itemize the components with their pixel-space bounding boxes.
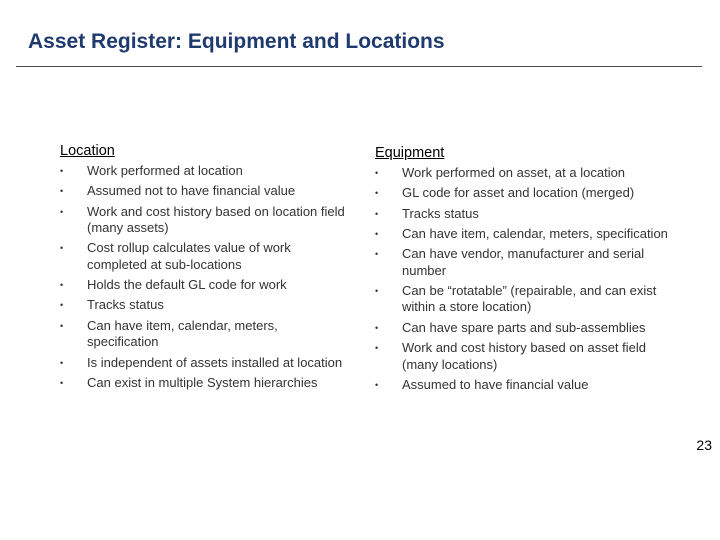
list-item xyxy=(375,377,675,394)
location-list xyxy=(60,163,350,391)
list-item xyxy=(375,185,675,202)
title-divider xyxy=(16,66,702,67)
list-item xyxy=(375,206,675,223)
list-item xyxy=(60,183,350,200)
list-item xyxy=(60,204,350,237)
bullet-icon: • xyxy=(375,208,379,219)
list-item xyxy=(375,340,675,373)
list-item-text: Can exist in multiple System hierarchies xyxy=(87,374,318,390)
list-item-text: Can have spare parts and sub-assemblies xyxy=(402,319,646,335)
equipment-list xyxy=(375,165,675,393)
bullet-icon: • xyxy=(375,228,379,239)
list-item xyxy=(60,277,350,294)
equipment-column xyxy=(375,143,675,397)
bullet-icon: • xyxy=(375,188,379,199)
list-item xyxy=(375,226,675,243)
list-item-text: GL code for asset and location (merged) xyxy=(402,185,635,201)
list-item xyxy=(60,297,350,314)
list-item-text: Can have item, calendar, meters, specification xyxy=(402,225,668,241)
bullet-icon: • xyxy=(60,243,64,254)
bullet-icon: • xyxy=(375,249,379,260)
list-item-text: Assumed not to have financial value xyxy=(87,183,296,199)
location-column xyxy=(60,143,350,395)
bullet-icon: • xyxy=(60,377,64,388)
list-item xyxy=(60,240,350,273)
list-item xyxy=(375,283,675,316)
bullet-icon: • xyxy=(375,379,379,390)
equipment-heading: Equipment xyxy=(375,145,445,161)
location-heading: Location xyxy=(60,143,115,159)
list-item xyxy=(60,375,350,392)
list-item-text: Work performed at location xyxy=(87,163,243,178)
bullet-icon: • xyxy=(60,300,64,311)
list-item-text: Can have vendor, manufacturer and serial number xyxy=(402,246,645,278)
list-item xyxy=(60,318,350,351)
bullet-icon: • xyxy=(375,322,379,333)
page-number: 23 xyxy=(696,437,712,453)
list-item-text: Tracks status xyxy=(87,297,164,313)
list-item-text: Cost rollup calculates value of work completed at sub-locations xyxy=(87,240,291,272)
list-item xyxy=(60,355,350,372)
slide-title: Asset Register: Equipment and Locations xyxy=(28,30,445,53)
list-item-text: Work and cost history based on asset field (many locations) xyxy=(402,340,646,372)
list-item xyxy=(375,165,675,182)
list-item-text: Work performed on asset, at a location xyxy=(402,165,626,180)
list-item xyxy=(60,163,350,180)
bullet-icon: • xyxy=(375,168,379,178)
list-item-text: Is independent of assets installed at location xyxy=(87,354,343,370)
bullet-icon: • xyxy=(60,357,64,368)
bullet-icon: • xyxy=(60,206,64,217)
bullet-icon: • xyxy=(375,343,379,354)
list-item-text: Holds the default GL code for work xyxy=(87,277,287,293)
bullet-icon: • xyxy=(60,166,64,176)
list-item-text: Tracks status xyxy=(402,205,479,221)
bullet-icon: • xyxy=(60,186,64,197)
bullet-icon: • xyxy=(60,320,64,331)
list-item xyxy=(375,320,675,337)
bullet-icon: • xyxy=(60,280,64,291)
bullet-icon: • xyxy=(375,285,379,296)
list-item-text: Can have item, calendar, meters, specification xyxy=(87,317,278,350)
list-item-text: Can be “rotatable” (repairable, and can exist within a store location) xyxy=(402,282,657,315)
list-item xyxy=(375,246,675,279)
list-item-text: Assumed to have financial value xyxy=(402,376,589,392)
list-item-text: Work and cost history based on location field (many assets) xyxy=(87,203,345,236)
